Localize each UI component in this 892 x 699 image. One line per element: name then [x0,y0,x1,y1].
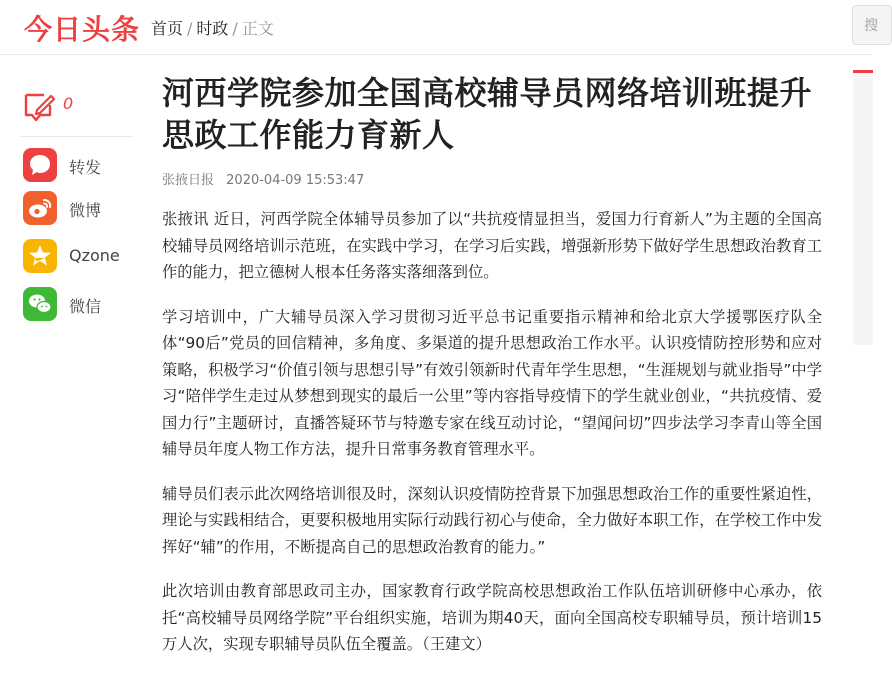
breadcrumb-current: 正文 [241,19,274,38]
right-rail [853,70,873,345]
sidebar-divider [20,136,133,137]
comment-button[interactable] [20,88,135,136]
top-navbar [0,0,878,55]
article-paragraph: 张掖讯 近日，河西学院全体辅导员参加了以“共抗疫情显担当，爱国力行育新人”为主题的全国高校辅导员网络培训示范班，在实践中学习，在学习后实践，增强新形势下做好学生思想政治教育工作的能力，把立德树人根本任务落实落细落到位。 [162,210,822,281]
share-weibo-label: 微博 [69,201,102,220]
wechat-icon [23,287,57,321]
breadcrumb-separator: / [187,19,193,38]
comment-count: 0 [63,94,74,113]
repost-icon [23,148,57,182]
breadcrumb-politics[interactable]: 时政 [196,19,229,38]
right-rail-accent [853,70,873,73]
share-qzone[interactable] [23,239,143,273]
search-input[interactable]: 搜 [852,5,892,45]
article-meta [162,169,822,188]
article-title: 河西学院参加全国高校辅导员网络培训班提升思政工作能力育新人 [162,74,813,154]
share-repost-label: 转发 [69,158,102,177]
breadcrumb [151,16,274,39]
share-qzone-label: Qzone [69,246,120,265]
breadcrumb-separator: / [232,19,238,38]
share-weibo[interactable] [23,191,143,225]
article [162,72,822,658]
toutiao-logo[interactable]: 今日头条 [24,13,141,46]
article-time: 2020-04-09 15:53:47 [226,173,365,188]
share-sidebar [20,88,135,316]
share-repost[interactable] [23,148,143,182]
share-wechat-label: 微信 [69,297,102,316]
qzone-icon [23,239,57,273]
article-paragraph: 辅导员们表示此次网络培训很及时，深刻认识疫情防控背景下加强思想政治工作的重要性紧迫性，理论与实践相结合，更要积极地用实际行动践行初心与使命，全力做好本职工作，在学校工作中发挥好“辅”的作用，不断提高自己的思想政治教育的能力。” [162,484,822,556]
comment-icon [22,89,56,123]
article-paragraph: 此次培训由教育部思政司主办，国家教育行政学院高校思想政治工作队伍培训研修中心承办，依托“高校辅导员网络学院”平台组织实施，培训为期40天，面向全国高校专职辅导员，预计培训15万人次，实现专职辅导员队伍全覆盖。（王建文） [162,582,822,653]
article-source[interactable]: 张掖日报 [162,173,215,188]
weibo-icon [23,191,57,225]
breadcrumb-home[interactable]: 首页 [151,19,184,38]
share-wechat[interactable] [23,287,143,321]
article-paragraph: 学习培训中，广大辅导员深入学习贯彻习近平总书记重要指示精神和给北京大学援鄂医疗队全体“90后”党员的回信精神，多角度、多渠道的提升思想政治工作水平。认识疫情防控形势和应对策略，积极学习“价值引领与思想引导”有效引领新时代青年学生思想，“生涯规划与就业指导”中学习“陪伴学生走过从梦想到现实的最后一公里”等内容指导疫情下的学生就业创业，“共抗疫情、爱国力行”主题研讨，直播答疑环节与特邀专家在线互动讨论，“望闻问切”四步法学习李青山等全国辅导员年度人物工作方法，提升日常事务教育管理水平。 [162,307,822,458]
